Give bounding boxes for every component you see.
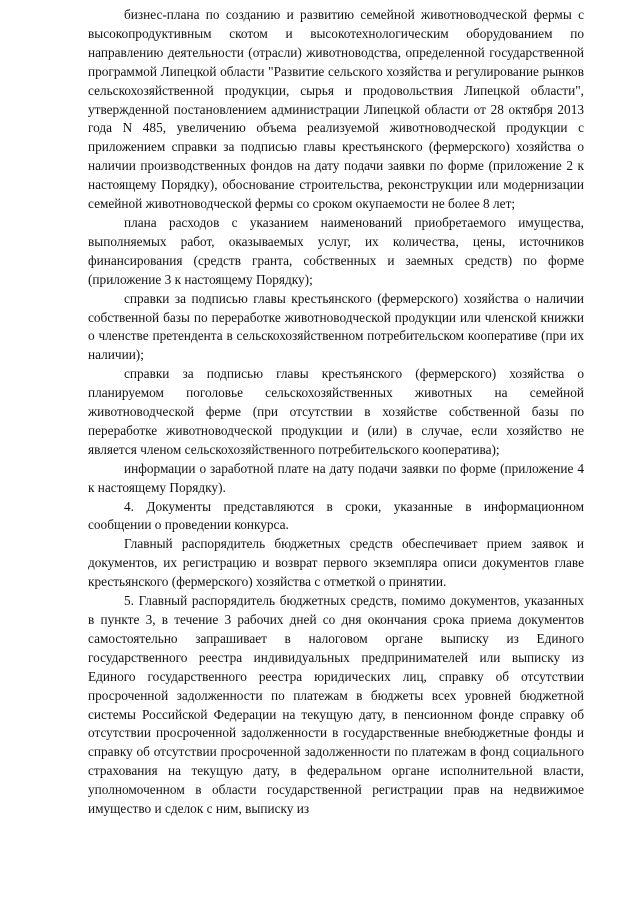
paragraph-expense-plan: плана расходов с указанием наименований приобретаемого имущества, выполняемых работ, оказываемых услуг, их количества, цены, источников финансирования (средств гранта, собственных и заемных средств) по форме (приложение 3 к настоящему Порядку); (88, 214, 584, 287)
paragraph-salary-info: информации о заработной плате на дату подачи заявки по форме (приложение 4 к настоящему Порядку). (88, 460, 584, 495)
paragraph-livestock-count: справки за подписью главы крестьянского (фермерского) хозяйства о планируемом поголовье сельскохозяйственных животных на семейной животноводческой ферме (при отсутствии в хозяйстве собственной базы по переработке животноводческой продукции и (или) в случае, если хозяйство не является членом сельскохозяйственного потребительского кооператива); (88, 366, 584, 457)
paragraph-processing-base: справки за подписью главы крестьянского (фермерского) хозяйства о наличии собственной базы по переработке животноводческой продукции или членской книжки о членстве претендента в сельскохозяйственном потребительском кооперативе (при их наличии); (88, 290, 584, 363)
paragraph-registration: Главный распорядитель бюджетных средств обеспечивает прием заявок и документов, их регистрацию и возврат первого экземпляра описи документов главе крестьянского (фермерского) хозяйства с отметкой о принятии. (88, 536, 584, 590)
paragraph-business-plan: бизнес-плана по созданию и развитию семейной животноводческой фермы с высокопродуктивным скотом и высокотехнологическим оборудованием по направлению деятельности (отрасли) животноводства, определенной государственной программой Липецкой области "Развитие сельского хозяйства и регулирование рынков сельскохозяйственной продукции, сырья и продовольствия Липецкой области", утвержденной постановлением администрации Липецкой области от 28 октября 2013 года N 485, увеличению объема реализуемой животноводческой продукции с приложением справки за подписью главы крестьянского (фермерского) хозяйства о наличии производственных фондов на дату подачи заявки по форме (приложение 2 к настоящему Порядку), обоснование строительства, реконструкции или модернизации семейной животноводческой фермы со сроком окупаемости не более 8 лет; (88, 7, 584, 212)
paragraph-item-4: 4. Документы представляются в сроки, указанные в информационном сообщении о проведении конкурса. (88, 498, 584, 533)
document-page (88, 6, 584, 819)
paragraph-item-5: 5. Главный распорядитель бюджетных средств, помимо документов, указанных в пункте 3, в течение 3 рабочих дней со дня окончания срока приема документов самостоятельно запрашивает в налоговом органе выписку из Единого государственного реестра индивидуальных предпринимателей или выписку из Единого государственного реестра юридических лиц, справку об отсутствии просроченной задолженности по платежам в бюджеты всех уровней бюджетной системы Российской Федерации на текущую дату, в пенсионном фонде справку об отсутствии просроченной задолженности в государственные внебюджетные фонды и справку об отсутствии просроченной задолженности по платежам в фонд социального страхования на текущую дату, в федеральном органе исполнительной власти, уполномоченном в области государственной регистрации прав на недвижимое имущество и сделок с ним, выписку из (88, 593, 584, 817)
